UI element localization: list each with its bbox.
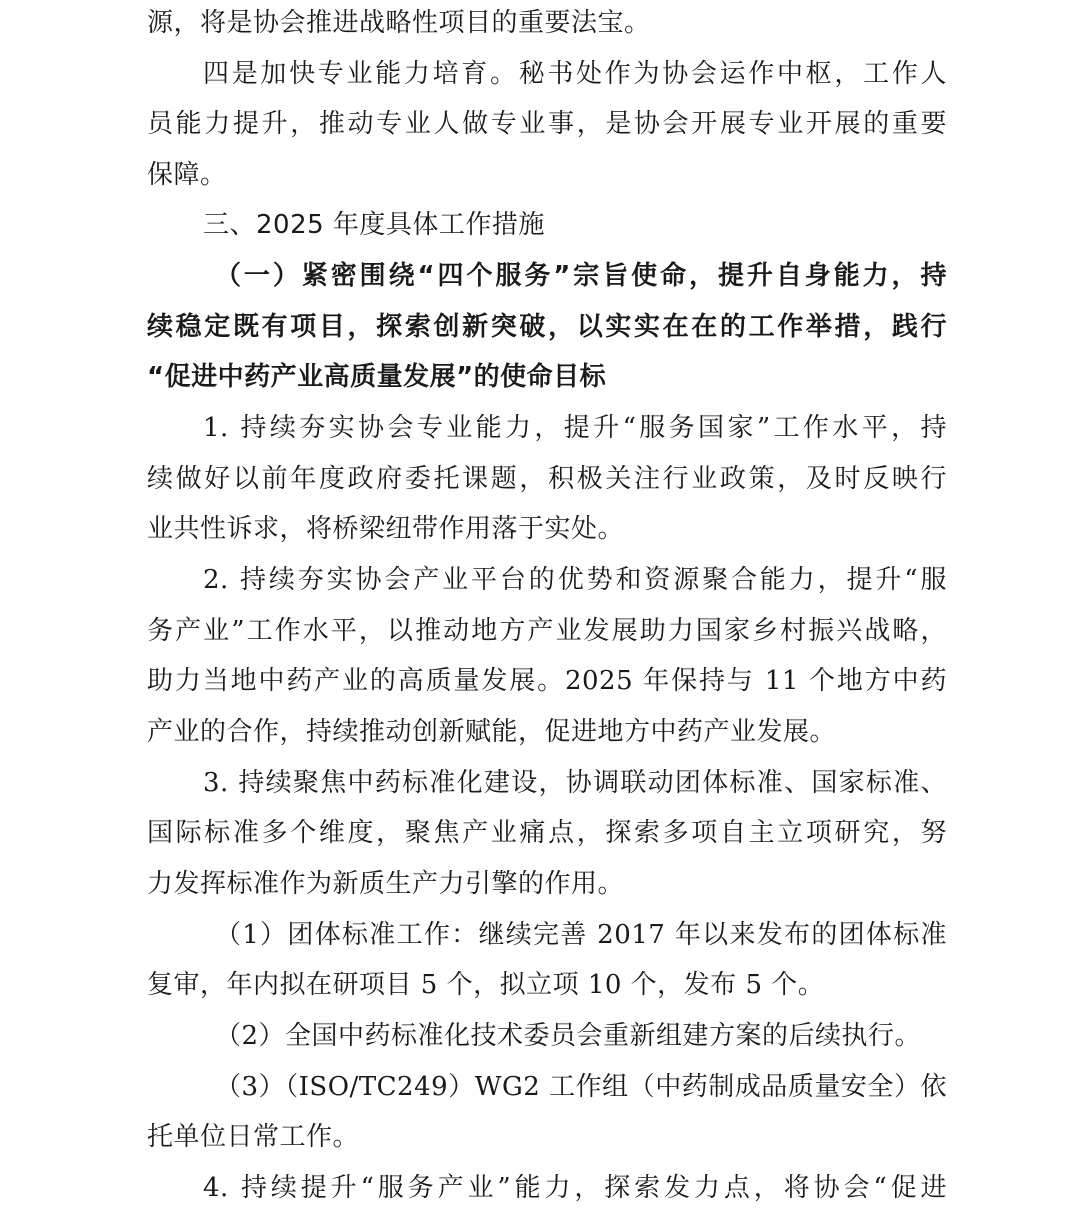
body-line: 业共性诉求，将桥梁纽带作用落于实处。 — [147, 514, 625, 544]
body-line: 力发挥标准作为新质生产力引擎的作用。 — [147, 869, 625, 899]
body-line: 1. 持续夯实协会专业能力，提升“服务国家”工作水平，持 — [203, 413, 947, 443]
subsection-heading: （一）紧密围绕“四个服务”宗旨使命，提升自身能力，持 — [215, 261, 947, 291]
body-line: 复审，年内拟在研项目 5 个，拟立项 10 个，发布 5 个。 — [147, 970, 825, 1000]
body-line: （2）全国中药标准化技术委员会重新组建方案的后续执行。 — [215, 1021, 922, 1051]
body-line: 4. 持续提升“服务产业”能力，探索发力点，将协会“促进 — [203, 1173, 947, 1203]
section-heading: 三、2025 年度具体工作措施 — [203, 210, 545, 240]
subsection-heading: “促进中药产业高质量发展”的使命目标 — [147, 362, 607, 392]
body-line: （3）（ISO/TC249）WG2 工作组（中药制成品质量安全）依 — [215, 1072, 947, 1102]
body-line: 务产业”工作水平，以推动地方产业发展助力国家乡村振兴战略， — [147, 616, 947, 646]
body-line: 托单位日常工作。 — [147, 1122, 360, 1152]
body-line: 助力当地中药产业的高质量发展。2025 年保持与 11 个地方中药 — [147, 666, 947, 696]
body-line: 国际标准多个维度，聚焦产业痛点，探索多项自主立项研究，努 — [147, 818, 947, 848]
body-line: 源，将是协会推进战略性项目的重要法宝。 — [147, 8, 651, 38]
body-line: 续做好以前年度政府委托课题，积极关注行业政策，及时反映行 — [147, 464, 947, 494]
body-line: 2. 持续夯实协会产业平台的优势和资源聚合能力，提升“服 — [203, 565, 947, 595]
subsection-heading: 续稳定既有项目，探索创新突破，以实实在在的工作举措，践行 — [147, 312, 947, 342]
body-line: 3. 持续聚焦中药标准化建设，协调联动团体标准、国家标准、 — [203, 768, 947, 798]
body-line: （1）团体标准工作：继续完善 2017 年以来发布的团体标准 — [215, 920, 947, 950]
body-line: 产业的合作，持续推动创新赋能，促进地方中药产业发展。 — [147, 717, 837, 747]
body-line: 保障。 — [147, 160, 227, 190]
body-line: 员能力提升，推动专业人做专业事，是协会开展专业开展的重要 — [147, 109, 947, 139]
body-line: 四是加快专业能力培育。秘书处作为协会运作中枢，工作人 — [203, 59, 947, 89]
